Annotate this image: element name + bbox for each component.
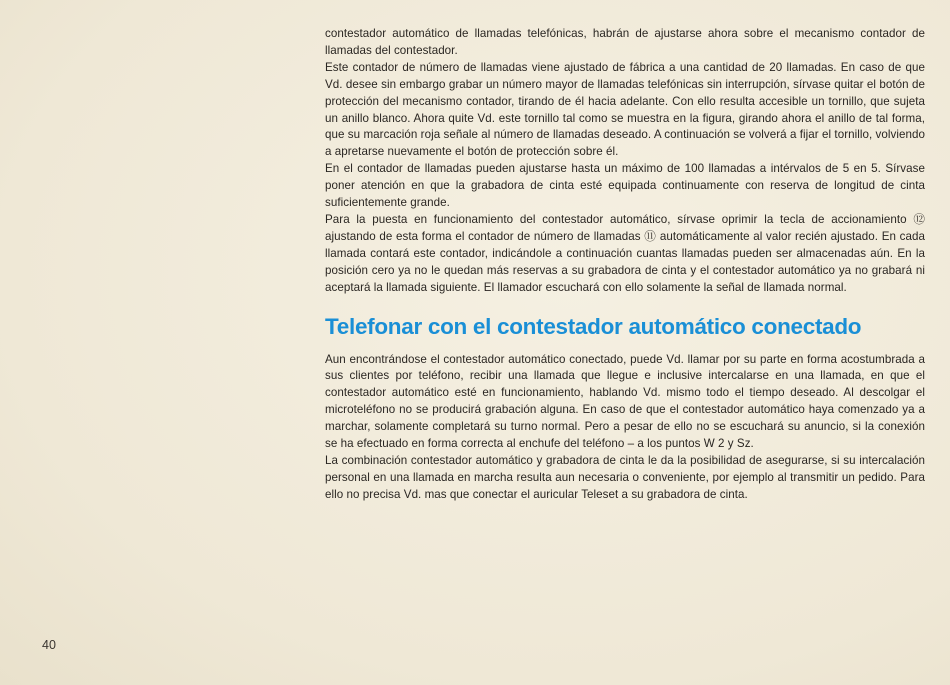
paragraph-call-counter-setting: Este contador de número de llamadas viene ajustado de fábrica a una cantidad de 20 llamadas. En caso de que Vd. desee sin embargo grabar un número mayor de llamadas telefónicas sin interrupción, sírvase quitar el botón de protección del mecanismo contador, tirando de él hacia adelante. Con ello resulta accesible un tornillo, que sujeta un anillo blanco. Ahora quite Vd. este tornillo tal como se muestra en la figura, girando ahora el anillo de tal forma, que su marcación roja señale al número de llamadas deseado. A continuación se volverá a fijar el tornillo, volviendo a apretarse nuevamente el botón de protección sobre él. — [325, 60, 925, 159]
section-heading: Telefonar con el contestador automático conectado — [325, 313, 862, 339]
paragraph-call-counter-maximum: En el contador de llamadas pueden ajustarse hasta un máximo de 100 llamadas a intérvalos de 5 en 5. Sírvase poner atención en que la grabadora de cinta esté equipada continuamente con reserva de longitud de cinta suficientemente grande. — [325, 162, 925, 210]
paragraph-intro-continuation: contestador automático de llamadas telefónicas, habrán de ajustarse ahora sobre el mecanismo contador de llamadas del contestador. — [325, 27, 925, 57]
paragraph-startup: Para la puesta en funcionamiento del contestador automático, sírvase oprimir la tecla de accionamiento ⑫ ajustando de esta forma el contador de número de llamadas ⑪ automáticamente al valor recién ajustado. En cada llamada contará este contador, indicándole a continuación cuantas llamadas pueden ser almacenadas aún. En la posición cero ya no le quedan más reservas a su grabadora de cinta y el contestador automático ya no grabará ni aceptará la llamada siguiente. El llamador escuchará con ello solamente la señal de llamada normal. — [325, 212, 925, 294]
paragraph-combination: La combinación contestador automático y grabadora de cinta le da la posibilidad de asegurarse, si su intercalación personal en una llamada en marcha resulta aun necesaria o conveniente, por ejemplo al transmitir un pedido. Para ello no precisa Vd. mas que conectar el auricular Teleset a su grabadora de cinta. — [325, 453, 925, 501]
page-number: 40 — [42, 638, 56, 652]
paragraph-calling-while-connected: Aun encontrándose el contestador automático conectado, puede Vd. llamar por su parte en forma acostumbrada a sus clientes por teléfono, recibir una llamada que llegue e inclusive intercalarse en una llamada, en que el contestador automático esté en funcionamiento, hablando Vd. mismo todo el tiempo deseado. Al descolgar el microteléfono no se producirá grabación alguna. En caso de que el contestador automático haya comenzado ya a marchar, solamente completará su turno normal. Pero a pesar de ello no se escuchará su anuncio, si la conexión se ha efectuado en forma correcta al enchufe del teléfono – a los puntos W 2 y Sz. — [325, 352, 925, 451]
text-column — [325, 26, 925, 504]
